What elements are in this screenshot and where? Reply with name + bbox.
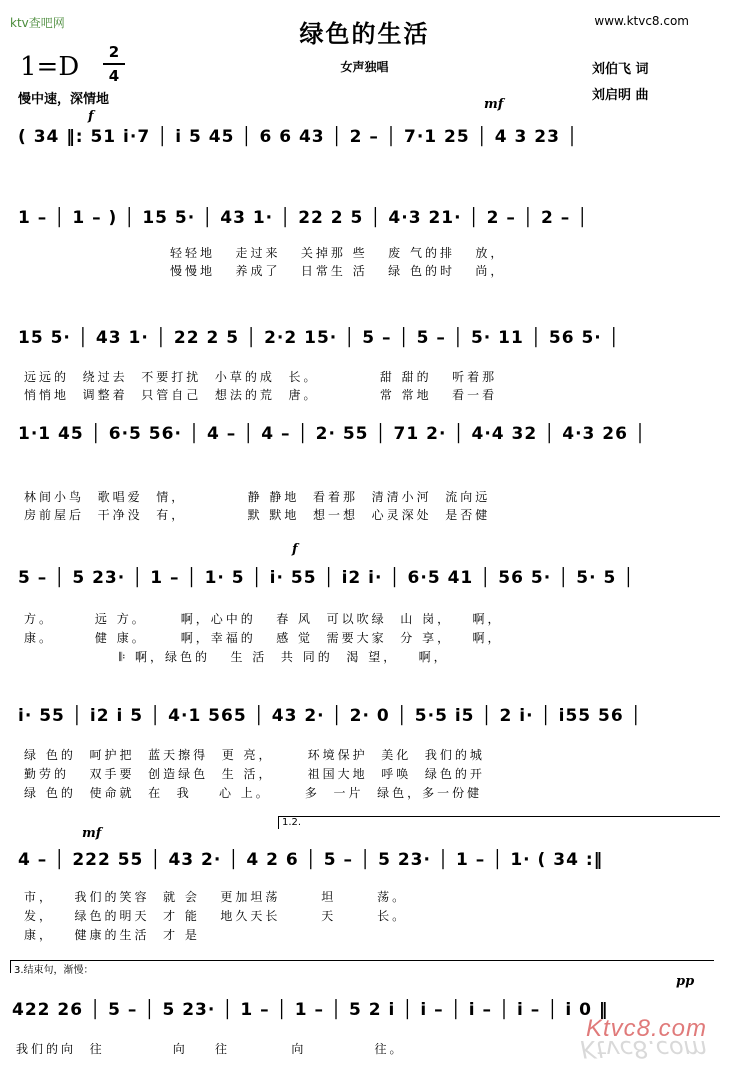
coda-instruction: 3.结束句，渐慢： — [14, 965, 94, 976]
dynamic-marking: f — [88, 109, 94, 124]
score-system-5 — [0, 540, 729, 664]
song-title: 绿色的生活 — [299, 20, 430, 48]
lyric-verse-1: 绿 色的 呵护把 蓝天擦得 更 亮， 环境保护 美化 我们的城 — [24, 748, 485, 762]
lyric-verse-2: 勤劳的 双手要 创造绿色 生 活， 祖国大地 呼唤 绿色的开 — [24, 767, 485, 781]
dynamic-marking: mf — [484, 97, 504, 112]
lyric-verse-1: 市， 我们的笑容 就 会 更加坦荡 坦 荡。 — [24, 890, 408, 904]
notation-line: 1·1 45 │ 6·5 56· │ 4 – │ 4 – │ 2· 55 │ 71 2· │ 4·4 32 │ 4·3 26 │ — [18, 424, 647, 444]
time-signature-bottom: 4 — [108, 67, 120, 85]
score-system-2 — [0, 190, 729, 310]
coda-bracket — [10, 960, 714, 976]
lyric-verse-3: 𝄆 啊，绿色的 生 活 共 同的 渴 望， 啊， — [24, 650, 449, 664]
notation-line: 422 26 │ 5 – │ 5 23· │ 1 – │ 1 – │ 5 2 i │ i – │ i – │ i – │ i 0 ‖ — [12, 1000, 609, 1020]
lyric-verse-1: 轻轻地 走过来 关掉那 些 废 气的排 放， — [170, 246, 506, 260]
key-signature: 1=D — [20, 52, 80, 82]
dynamic-marking: f — [292, 542, 298, 557]
notation-line: 1 – │ 1 – ) │ 15 5· │ 43 1· │ 22 2 5 │ 4·3 21· │ 2 – │ 2 – │ — [18, 208, 589, 228]
site-watermark: Ktvc8.com — [585, 1015, 707, 1042]
site-watermark-reflection: Ktvc8.com — [580, 1035, 707, 1063]
notation-line: 4 – │ 222 55 │ 43 2· │ 4 2 6 │ 5 – │ 5 23· │ 1 – │ 1· ( 34 :‖ — [18, 850, 604, 870]
score-system-4 — [0, 410, 729, 530]
lyricist-credit: 刘伯飞 词 — [592, 62, 649, 77]
score-system-7 — [0, 812, 729, 942]
dynamic-marking: mf — [82, 826, 102, 841]
lyric-verse-1: 远远的 绕过去 不要打扰 小草的成 长。 甜 甜的 听着那 — [24, 370, 498, 384]
lyric-verse-1: 我们的向 往 向 往 向 往。 — [16, 1042, 405, 1056]
tempo-marking: 慢中速，深情地 — [18, 92, 110, 107]
lyric-verse-1: 方。 远 方。 啊，心中的 春 风 可以吹绿 山 岗， 啊， — [24, 612, 503, 626]
lyric-verse-2: 康。 健 康。 啊，幸福的 感 觉 需要大家 分 享， 啊， — [24, 631, 503, 645]
lyric-verse-3: 康， 健康的生活 才 是 — [24, 928, 200, 942]
lyric-verse-2: 慢慢地 养成了 日常生 活 绿 色的时 尚， — [170, 264, 506, 278]
score-system-6 — [0, 680, 729, 800]
notation-line: 5 – │ 5 23· │ 1 – │ 1· 5 │ i· 55 │ i2 i· │ 6·5 41 │ 56 5· │ 5· 5 │ — [18, 568, 635, 588]
notation-line: ( 34 ‖: 51 i·7 │ i 5 45 │ 6 6 43 │ 2 – │ 7·1 25 │ 4 3 23 │ — [18, 127, 579, 147]
lyric-verse-2: 悄悄地 调整着 只管自己 想法的荒 唐。 常 常地 看一看 — [24, 388, 498, 402]
volta-ending-bracket: 1.2. — [278, 816, 720, 829]
performance-type: 女声独唱 — [340, 60, 389, 74]
lyric-verse-2: 发， 绿色的明天 才 能 地久天长 天 长。 — [24, 909, 408, 923]
site-name-left: ktv查吧网 — [10, 16, 65, 30]
lyric-verse-2: 房前屋后 干净没 有， 默 默地 想一想 心灵深处 是否健 — [24, 508, 491, 522]
composer-credit: 刘启明 曲 — [592, 88, 649, 103]
lyric-verse-3: 绿 色的 使命就 在 我 心 上。 多 一片 绿色，多一份健 — [24, 786, 483, 800]
site-url-right: www.ktvc8.com — [594, 14, 689, 28]
dynamic-marking: pp — [676, 974, 695, 989]
notation-line: 15 5· │ 43 1· │ 22 2 5 │ 2·2 15· │ 5 – │ 5 – │ 5· 11 │ 56 5· │ — [18, 328, 620, 348]
lyric-verse-1: 林间小鸟 歌唱爱 情， 静 静地 看着那 清清小河 流向远 — [24, 490, 491, 504]
time-signature-top: 2 — [108, 43, 120, 61]
notation-line: i· 55 │ i2 i 5 │ 4·1 565 │ 43 2· │ 2· 0 │ 5·5 i5 │ 2 i· │ i55 56 │ — [18, 706, 642, 726]
